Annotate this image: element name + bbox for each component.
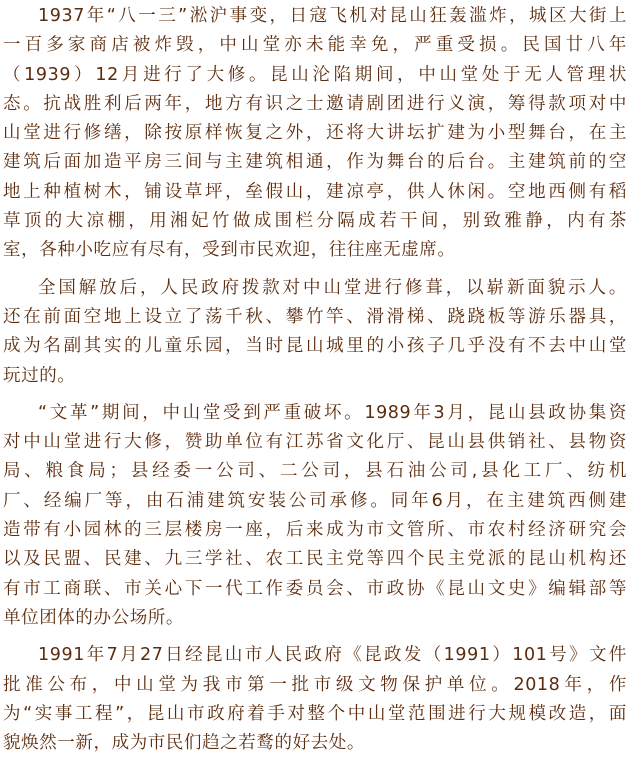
paragraph-line: 地上种植树木，铺设草坪，垒假山，建凉亭，供人休闲。空地西侧有稻 [3, 181, 627, 202]
article-paragraph [3, 2, 627, 266]
paragraph-line: 对中山堂进行大修，赞助单位有江苏省文化厅、昆山县供销社、县物资 [3, 432, 627, 453]
paragraph-line: 一百多家商店被炸毁，中山堂亦未能幸免，严重受损。民国廿八年 [3, 35, 627, 56]
paragraph-line: 貌焕然一新，成为市民们趋之若鹜的好去处。 [3, 733, 365, 754]
paragraph-line: 有市工商联、市关心下一代工作委员会、市政协《昆山文史》编辑部等 [3, 578, 627, 599]
paragraph-line: 成为名副其实的儿童乐园，当时昆山城里的小孩子几乎没有不去中山堂 [3, 336, 627, 357]
paragraph-line: 全国解放后，人民政府拨款对中山堂进行修葺，以崭新面貌示人。 [38, 277, 627, 298]
paragraph-line: 1991年7月27日经昆山市人民政府《昆政发（1991）101号》文件 [38, 645, 627, 666]
paragraph-line: 态。抗战胜利后两年，地方有识之士邀请剧团进行义演，筹得款项对中 [3, 93, 627, 114]
paragraph-line: 造带有小园林的三层楼房一座，后来成为市文管所、市农村经济研究会 [3, 520, 627, 541]
paragraph-line: 玩过的。 [3, 365, 76, 386]
paragraph-line: 单位团体的办公场所。 [3, 607, 184, 628]
paragraph-line: （1939）12月进行了大修。昆山沦陷期间，中山堂处于无人管理状 [3, 64, 627, 85]
paragraph-line: 批准公布，中山堂为我市第一批市级文物保护单位。2018年，作 [3, 674, 627, 695]
article-paragraph [3, 274, 627, 391]
paragraph-line: 1937年“八一三”淞沪事变，日寇飞机对昆山狂轰滥炸，城区大街上 [38, 6, 627, 26]
paragraph-line: 山堂进行修缮，除按原样恢复之外，还将大讲坛扩建为小型舞台，在主 [3, 123, 627, 144]
paragraph-line: 局、粮食局；县经委一公司、二公司，县石油公司,县化工厂、纺机 [3, 461, 627, 482]
paragraph-line: “文革”期间，中山堂受到严重破坏。1989年3月，昆山县政协集资 [38, 402, 627, 423]
paragraph-line: 草顶的大凉棚，用湘妃竹做成围栏分隔成若干间，别致雅静，内有茶 [3, 211, 627, 232]
paragraph-line: 室，各种小吃应有尽有，受到市民欢迎，往往座无虚席。 [3, 240, 456, 261]
paragraph-line: 建筑后面加造平房三间与主建筑相通，作为舞台的后台。主建筑前的空 [3, 152, 627, 173]
paragraph-line: 还在前面空地上设立了荡千秋、攀竹竿、滑滑梯、跷跷板等游乐器具， [3, 306, 627, 327]
article-paragraph [3, 641, 627, 758]
article-paragraph [3, 399, 627, 633]
paragraph-line: 为“实事工程”，昆山市政府着手对整个中山堂范围进行大规模改造，面 [3, 703, 627, 724]
paragraph-line: 厂、经编厂等，由石浦建筑安装公司承修。同年6月，在主建筑西侧建 [3, 490, 627, 511]
paragraph-line: 以及民盟、民建、九三学社、农工民主党等四个民主党派的昆山机构还 [3, 549, 627, 570]
